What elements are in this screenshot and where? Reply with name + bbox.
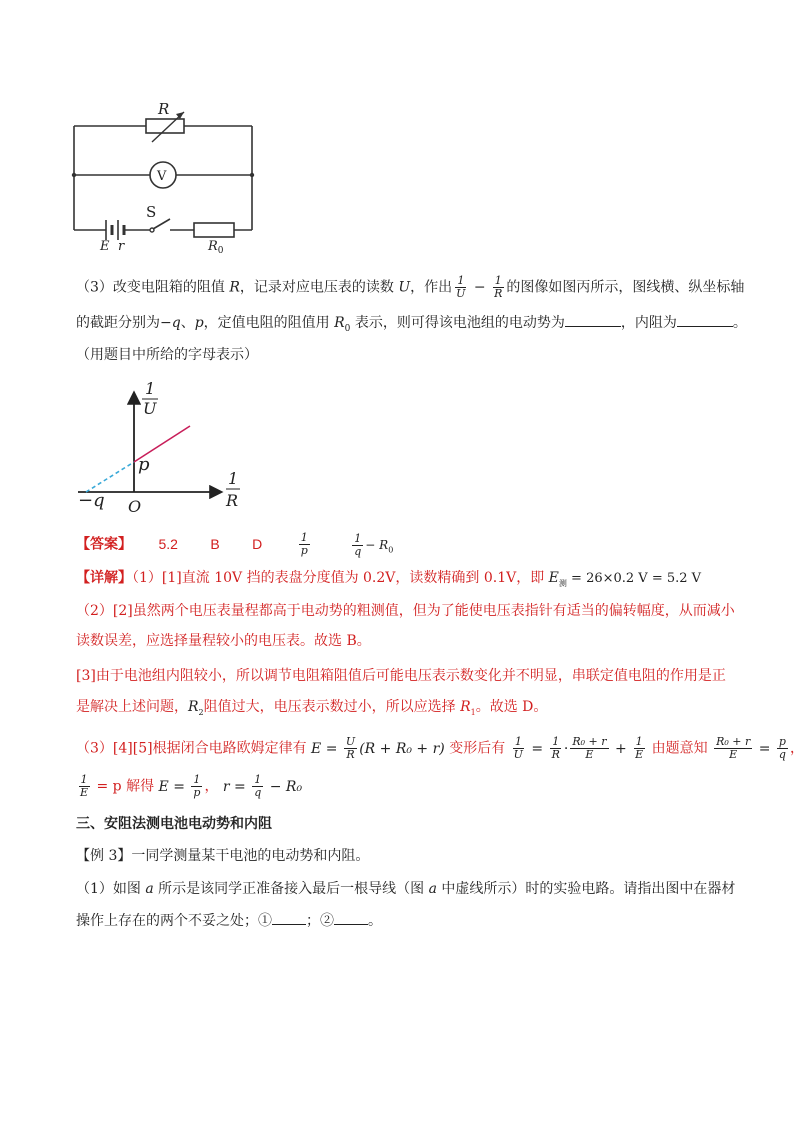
label-E: E [100, 239, 110, 254]
answer-value-5: $\frac{1}{q}$ − $R_0$ [354, 531, 394, 558]
fraction-1-over-U: $\frac{1}{U}$ [456, 274, 466, 300]
answer-value-4: $\frac{1}{p}$ [300, 531, 308, 557]
y-label-num: 1 [145, 379, 156, 398]
label-q: −q [78, 490, 105, 511]
answer-value-2: B [210, 535, 220, 552]
q3-line-2: 的截距分别为−q、p，定值电阻的阻值用 $R_0$ 表示，则可得该电池组的电动势为 ，内阻为 。 [76, 315, 747, 334]
answer-blank-2[interactable] [334, 924, 368, 925]
answer-blank-emf[interactable] [565, 326, 621, 327]
circuit-diagram [66, 98, 266, 254]
x-label-den: R [226, 491, 239, 510]
example-3-q1-line-2: 操作上存在的两个不妥之处；① ；② 。 [76, 913, 382, 929]
detail-line-2: （2）[2]虽然两个电压表量程都高于电动势的粗测值，但为了能使电压表指针有适当的偏转幅度，从而减小 [76, 603, 735, 619]
intercept-dashed-line [86, 462, 134, 492]
x-label-num: 1 [228, 469, 239, 488]
rheostat [146, 119, 184, 133]
example-3-q1-line-1: （1）如图 a 所示是该同学正准备接入最后一根导线（图 a 中虚线所示）时的实验电路。请指出图中在器材 [76, 881, 736, 897]
example-3: 【例 3】一同学测量某干电池的电动势和内阻。 [76, 848, 370, 864]
section-heading: 三、安阻法测电池电动势和内阻 [76, 816, 272, 832]
graph-1U-vs-1R [72, 376, 252, 516]
answer-blank-resistance[interactable] [677, 326, 733, 327]
label-S: S [146, 203, 157, 221]
answer-row [76, 532, 393, 559]
answer-value-1: 5.2 [158, 535, 178, 552]
answer-value-3: D [252, 535, 263, 552]
detail-line-7: $\frac{1}{E}$ = p 解得 E = $\frac{1}{p}$ ， r = $\frac{1}{q}$ − R₀ [80, 773, 303, 799]
label-p: p [138, 454, 150, 475]
q3-line-1: （3）改变电阻箱的阻值 R，记录对应电压表的读数 U，作出 $\frac{1}{U}$ − $\frac{1}{R}$ 的图像如图丙所示，图线横、纵坐标轴 [76, 274, 745, 300]
label-R0: $R_0$ [208, 239, 224, 256]
resistor-r0 [194, 223, 234, 237]
answer-blank-1[interactable] [272, 924, 306, 925]
battery-icon [106, 220, 124, 240]
label-O: O [128, 497, 142, 516]
label-r: r [118, 239, 125, 254]
fraction-1-over-R: $\frac{1}{R}$ [494, 274, 503, 300]
detail-line-6: （3）[4][5]根据闭合电路欧姆定律有 E = $\frac{U}{R}$ (R + R₀ + r) 变形后有 $\frac{1}{U}$ = $\frac{1}{R}$ · $\frac{\text{R₀ + r}}{E}$ + $\frac{1}{E}$ 由题意知 $\frac{\text{R₀ + r}}{E}$ = $\frac{p}{q}$ ， [76, 735, 804, 761]
y-label-den: U [143, 399, 157, 418]
detail-line-3: 读数误差，应选择量程较小的电压表。故选 B。 [76, 633, 371, 649]
label-V: V [157, 169, 167, 184]
detail-line-1: 【详解】（1）[1]直流 10V 挡的表盘分度值为 0.2V，读数精确到 0.1V，即 $E_测 = 26\times 0.2$ V = 5.2 V [76, 570, 702, 588]
label-R: R [158, 100, 170, 118]
detail-line-4: [3]由于电池组内阻较小，所以调节电阻箱阻值后可能电压表示数变化并不明显，串联定值电阻的作用是正 [76, 668, 726, 684]
q3-line-3: （用题目中所给的字母表示） [76, 347, 258, 363]
answer-label: 【答案】 [76, 536, 132, 553]
detail-line-5: 是解决上述问题，$R_2$阻值过大，电压表示数过小，所以应选择 $R_1$。故选 D。 [76, 699, 548, 717]
